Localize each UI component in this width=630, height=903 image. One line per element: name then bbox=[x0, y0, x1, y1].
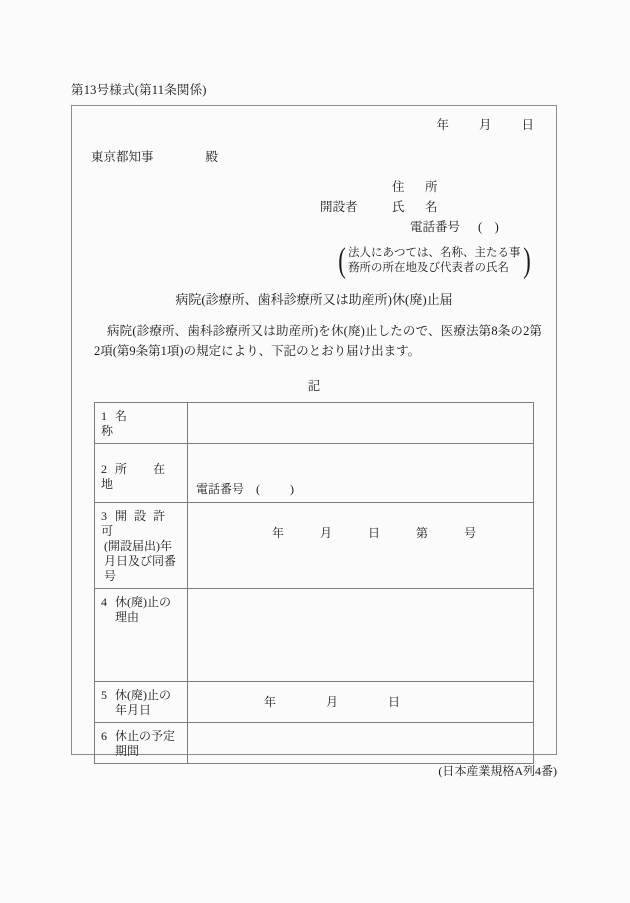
row-suspend-date-line-1: 休(廃)止の bbox=[115, 688, 171, 702]
address-tel-paren: ( ) bbox=[256, 482, 304, 496]
row-permit-line-4: 号 bbox=[104, 569, 117, 583]
form-frame bbox=[71, 105, 557, 758]
row-period-line-2: 期間 bbox=[115, 744, 140, 758]
row-address-text: 所 在 地 bbox=[101, 462, 192, 491]
row-address-number: 2 bbox=[101, 462, 107, 476]
address-tel-line bbox=[196, 480, 303, 497]
row-permit-number: 3 bbox=[101, 509, 107, 523]
permit-month-label: 月 bbox=[320, 526, 333, 540]
founder-address-label: 住 所 bbox=[392, 180, 442, 194]
document-title: 病院(診療所、歯科診療所又は助産所)休(廃)止届 bbox=[175, 292, 453, 307]
row-reason-value bbox=[188, 589, 533, 601]
founder-tel-label: 電話番号 bbox=[410, 220, 461, 234]
row-permit-label-cell bbox=[95, 503, 188, 589]
note-open-brace: ( bbox=[338, 240, 346, 280]
addressee-line bbox=[91, 147, 218, 165]
row-suspend-date-label-cell bbox=[95, 682, 188, 723]
address-tel-label: 電話番号 bbox=[196, 482, 245, 496]
founder-tel-paren: ( ) bbox=[478, 220, 499, 234]
suspend-day-label: 日 bbox=[388, 695, 401, 709]
note-text bbox=[347, 246, 522, 276]
row-period-value-cell[interactable] bbox=[188, 723, 534, 764]
row-suspend-date-label bbox=[95, 682, 187, 722]
row-name-value bbox=[188, 403, 533, 415]
row-reason-number: 4 bbox=[101, 595, 107, 609]
permit-day-label: 日 bbox=[368, 526, 381, 540]
row-reason-value-cell[interactable] bbox=[188, 589, 534, 682]
suspend-year-label: 年 bbox=[264, 695, 277, 709]
row-suspend-date-value-cell[interactable] bbox=[188, 682, 534, 723]
date-year-label: 年 bbox=[436, 118, 449, 132]
note-line-1: 法人にあつては、名称、主たる事 bbox=[348, 247, 521, 259]
form-table bbox=[94, 402, 534, 764]
date-line bbox=[436, 115, 534, 133]
row-suspend-date-number: 5 bbox=[101, 688, 107, 702]
founder-label: 開設者 bbox=[320, 200, 358, 214]
table-row-period bbox=[95, 723, 534, 764]
note-close-brace: ) bbox=[522, 240, 531, 280]
founder-address-row bbox=[320, 176, 499, 196]
corporate-note bbox=[337, 240, 532, 280]
suspend-month-label: 月 bbox=[326, 695, 339, 709]
founder-tel-row bbox=[320, 216, 499, 236]
row-permit-line-1: 開 設 許 可 bbox=[101, 509, 168, 538]
row-period-label bbox=[95, 723, 187, 763]
permit-no-suffix: 号 bbox=[464, 526, 477, 540]
row-period-line-1: 休止の予定 bbox=[115, 729, 176, 743]
footer-note: (日本産業規格A列4番) bbox=[438, 764, 557, 778]
table-row-suspend-date bbox=[95, 682, 534, 723]
row-address-value-cell[interactable] bbox=[188, 444, 534, 503]
date-day-label: 日 bbox=[521, 118, 534, 132]
table-row-address bbox=[95, 444, 534, 503]
row-reason-line-2: 理由 bbox=[115, 610, 140, 624]
row-permit-line-2: (開設届出)年 bbox=[104, 539, 172, 553]
row-permit-value-cell[interactable] bbox=[188, 503, 534, 589]
ki-marker: 記 bbox=[307, 379, 321, 393]
table-row-reason bbox=[95, 589, 534, 682]
addressee-honorific: 殿 bbox=[205, 150, 219, 164]
suspend-date-fields bbox=[188, 682, 533, 710]
row-period-value bbox=[188, 723, 533, 735]
row-address-label-cell bbox=[95, 444, 192, 503]
permit-year-label: 年 bbox=[272, 526, 285, 540]
permit-date-fields bbox=[188, 503, 533, 541]
body-paragraph: 病院(診療所、歯科診療所又は助産所)を休(廃)止したので、医療法第8条の2第2項(第9条第1項)の規定により、下記のとおり届け出ます。 bbox=[94, 324, 542, 358]
founder-label-row bbox=[320, 196, 499, 216]
table-row-name bbox=[95, 403, 534, 444]
addressee-name: 東京都知事 bbox=[91, 150, 154, 164]
row-suspend-date-line-2: 年月日 bbox=[115, 703, 152, 717]
form-number: 第13号様式(第11条関係) bbox=[71, 83, 207, 97]
row-name-text: 名 称 bbox=[101, 409, 162, 438]
date-month-label: 月 bbox=[478, 118, 492, 132]
row-permit-line-3: 月日及び同番 bbox=[104, 554, 177, 568]
row-reason-label bbox=[95, 589, 187, 629]
row-name-label bbox=[95, 403, 187, 443]
row-reason-label-cell bbox=[95, 589, 188, 682]
row-period-label-cell bbox=[95, 723, 188, 764]
permit-no-prefix: 第 bbox=[416, 526, 429, 540]
table-row-permit bbox=[95, 503, 534, 589]
row-address-label bbox=[95, 444, 192, 496]
row-permit-label bbox=[95, 503, 187, 588]
note-line-2: 務所の所在地及び代表者の氏名 bbox=[348, 262, 509, 274]
row-name-value-cell[interactable] bbox=[188, 403, 534, 444]
row-period-number: 6 bbox=[101, 729, 107, 743]
row-reason-line-1: 休(廃)止の bbox=[115, 595, 171, 609]
founder-name-label: 氏 名 bbox=[392, 200, 442, 214]
row-name-number: 1 bbox=[101, 409, 107, 423]
founder-block bbox=[320, 176, 499, 236]
row-name-label-cell bbox=[95, 403, 188, 444]
